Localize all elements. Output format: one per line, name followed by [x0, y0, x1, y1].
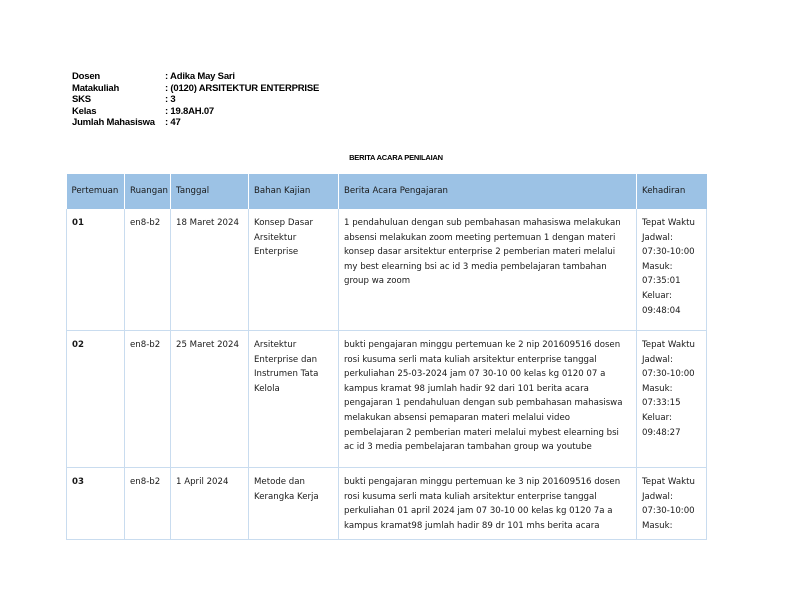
cell-ruangan: en8-b2: [125, 468, 171, 540]
info-row-sks: [72, 94, 319, 106]
cell-berita-acara: 1 pendahuluan dengan sub pembahasan mahasiswa melakukan absensi melakukan zoom meeting pertemuan 1 dengan materi konsep dasar arsitektur enterprise 2 pemberian materi melalui my best elearning bsi ac id 3 media pembelajaran tambahan group wa zoom: [339, 209, 637, 331]
course-info: [72, 71, 319, 129]
info-value: : (0120) ARSITEKTUR ENTERPRISE: [165, 82, 320, 94]
cell-pertemuan: 03: [67, 468, 125, 540]
cell-bahan-kajian: Arsitektur Enterprise dan Instrumen Tata Kelola: [249, 331, 339, 468]
kehadiran-keluar-value: 09:48:04: [642, 305, 681, 316]
info-row-kelas: [72, 106, 319, 118]
cell-kehadiran: [637, 209, 707, 331]
cell-tanggal: 18 Maret 2024: [171, 209, 249, 331]
cell-bahan-kajian: Metode dan Kerangka Kerja: [249, 468, 339, 540]
info-value: : 19.8AH.07: [165, 105, 215, 117]
info-label: SKS: [72, 94, 91, 105]
info-row-dosen: [72, 71, 319, 83]
cell-ruangan: en8-b2: [125, 331, 171, 468]
kehadiran-jadwal-label: Jadwal:: [642, 491, 673, 502]
cell-ruangan: en8-b2: [125, 209, 171, 331]
kehadiran-masuk-value: 07:35:01: [642, 276, 681, 287]
kehadiran-keluar-label: Keluar:: [642, 412, 672, 423]
info-value: : 47: [165, 117, 181, 128]
info-value: : Adika May Sari: [165, 71, 235, 82]
kehadiran-keluar-value: 09:48:27: [642, 427, 681, 438]
table-header-row: [67, 174, 707, 209]
column-header-bahan-kajian: Bahan Kajian: [249, 174, 339, 209]
column-header-kehadiran: Kehadiran: [637, 174, 707, 209]
cell-kehadiran: [637, 331, 707, 468]
kehadiran-status: Tepat Waktu: [642, 218, 695, 228]
column-header-berita-acara: Berita Acara Pengajaran: [339, 174, 637, 209]
kehadiran-masuk-label: Masuk:: [642, 261, 673, 272]
cell-bahan-kajian: Konsep Dasar Arsitektur Enterprise: [249, 209, 339, 331]
kehadiran-jadwal-label: Jadwal:: [642, 232, 673, 243]
cell-tanggal: 1 April 2024: [171, 468, 249, 540]
info-label: Dosen: [72, 71, 101, 82]
kehadiran-status: Tepat Waktu: [642, 340, 695, 350]
kehadiran-keluar-label: Keluar:: [642, 290, 672, 301]
kehadiran-masuk-label: Masuk:: [642, 520, 673, 531]
kehadiran-masuk-label: Masuk:: [642, 383, 673, 394]
table-row: [67, 331, 707, 468]
kehadiran-jadwal-label: Jadwal:: [642, 354, 673, 365]
cell-pertemuan: 02: [67, 331, 125, 468]
info-value: : 3: [165, 94, 176, 105]
kehadiran-masuk-value: 07:33:15: [642, 398, 681, 409]
cell-berita-acara: bukti pengajaran minggu pertemuan ke 3 nip 201609516 dosen rosi kusuma serli mata kuliah arsitektur enterprise tanggal perkuliahan 01 april 2024 jam 07 30-10 00 kelas kg 0120 7a a kampus kramat98 jumlah hadir 89 dr 101 mhs berita acara: [339, 468, 637, 540]
cell-kehadiran: [637, 468, 707, 540]
kehadiran-jadwal-value: 07:30-10:00: [642, 506, 695, 517]
column-header-tanggal: Tanggal: [171, 174, 249, 209]
cell-tanggal: 25 Maret 2024: [171, 331, 249, 468]
kehadiran-jadwal-value: 07:30-10:00: [642, 369, 695, 380]
info-row-matakuliah: [72, 83, 319, 95]
column-header-ruangan: Ruangan: [125, 174, 171, 209]
table-row: [67, 468, 707, 540]
cell-berita-acara: bukti pengajaran minggu pertemuan ke 2 nip 201609516 dosen rosi kusuma serli mata kuliah arsitektur enterprise tanggal perkuliahan 25-03-2024 jam 07 30-10 00 kelas kg 0120 07 a kampus kramat 98 jumlah hadir 92 dari 101 berita acara pengajaran 1 pendahuluan dengan sub pembahasan mahasiswa melakukan absensi pemaparan materi melalui video pembelajaran 2 pemberian materi melalui mybest elearning bsi ac id 3 media pembelajaran tambahan group wa youtube: [339, 331, 637, 468]
document-title: BERITA ACARA PENILAIAN: [349, 153, 443, 162]
info-label: Kelas: [72, 105, 97, 117]
info-row-jumlah-mahasiswa: [72, 117, 319, 129]
cell-pertemuan: 01: [67, 209, 125, 331]
kehadiran-jadwal-value: 07:30-10:00: [642, 247, 695, 258]
table-row: [67, 209, 707, 331]
column-header-pertemuan: Pertemuan: [67, 174, 125, 209]
info-label: Matakuliah: [72, 82, 120, 94]
info-label: Jumlah Mahasiswa: [72, 117, 155, 128]
report-table: [66, 174, 707, 540]
kehadiran-status: Tepat Waktu: [642, 477, 695, 487]
